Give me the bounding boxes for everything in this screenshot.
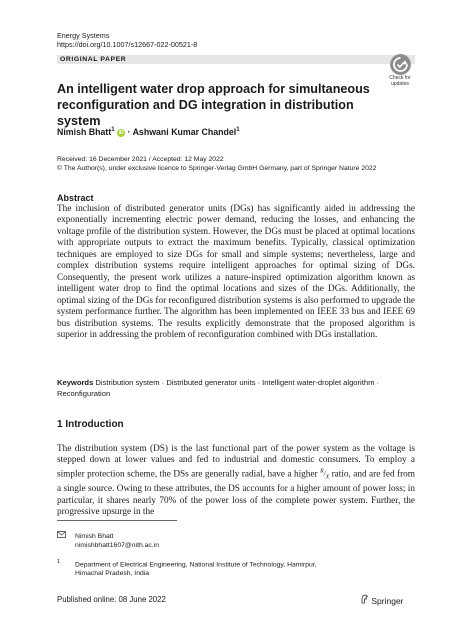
- check-for-updates-line2: updates: [391, 81, 409, 87]
- introduction-text: [57, 444, 415, 518]
- abstract-heading: Abstract: [57, 193, 94, 203]
- keywords: [57, 377, 415, 399]
- check-for-updates-badge[interactable]: [383, 54, 417, 87]
- author-name[interactable]: Nimish Bhatt: [57, 126, 112, 137]
- publisher-logo[interactable]: [360, 594, 404, 606]
- ratio-fraction: $^R/_X$: [320, 468, 330, 481]
- abstract-text: The inclusion of distributed generator units (DGs) has significantly aided in addressing the exponentially incrementing electric power demand, reducing the losses, and enhancing the voltage profile of the distribution system. However, the DGs must be placed at optimal locations with appropriate outputs to extract the maximum benefits. Typically, classical optimization techniques are employed to size DGs for small and simple systems; nevertheless, large and complex distribution systems require intelligent approaches for optimal sizing of DGs. Consequently, the present work utilizes a nature-inspired optimization algorithm known as intelligent water drop to find the optimal locations and sizes of the DGs. Additionally, the optimal sizing of the DGs for reconfigured distribution systems is also performed to upgrade the system performance further. The algorithm has been implemented on IEEE 33 bus and IEEE 69 bus distribution systems. The results explicitly demonstrate that the proposed algorithm is superior in addressing the problem of reconfiguration combined with DGs installation.: [57, 204, 415, 340]
- published-online: Published online: 08 June 2022: [57, 595, 166, 604]
- affiliation-footnote: [57, 558, 317, 578]
- affiliation-number: [57, 558, 75, 569]
- author-line: [57, 125, 240, 138]
- corresponding-author: Nimish Bhatt: [75, 533, 114, 540]
- affiliation-marker: 1: [236, 127, 240, 133]
- copyright-notice: © The Author(s), under exclusive licence to Springer-Verlag GmbH Germany, part of Springer Nature 2022: [57, 165, 377, 172]
- received-accepted: Received: 16 December 2021 / Accepted: 12 May 2022: [57, 156, 224, 163]
- envelope-icon: [57, 531, 75, 541]
- affiliation-line1: Department of Electrical Engineering, National Institute of Technology, Hamirpur,: [75, 561, 317, 569]
- doi-link[interactable]: https://doi.org/10.1007/s12667-022-00521-8: [57, 40, 198, 49]
- author-name[interactable]: Ashwani Kumar Chandel: [132, 126, 237, 137]
- ratio-denominator: X: [325, 474, 330, 481]
- affiliation-line2: Himachal Pradesh, India: [75, 570, 150, 578]
- affiliation-marker: 1: [111, 127, 115, 133]
- article-title: An intelligent water drop approach for simultaneous reconfiguration and DG integration in distribution system: [57, 82, 370, 128]
- orcid-icon[interactable]: iD: [118, 129, 124, 136]
- footnote-rule: [57, 520, 177, 521]
- journal-name: Energy Systems: [57, 31, 110, 40]
- article-dates: [57, 155, 376, 173]
- correspondence-footnote: [57, 531, 159, 550]
- author-separator: ·: [127, 126, 131, 137]
- ratio-numerator: R: [320, 468, 324, 475]
- check-for-updates-icon: [390, 54, 411, 75]
- check-for-updates-line1: Check for: [389, 75, 411, 81]
- publisher-name: Springer: [371, 596, 404, 606]
- section-heading: 1 Introduction: [57, 419, 124, 430]
- article-type-label: ORIGINAL PAPER: [60, 56, 127, 63]
- intro-text-part2: ratio, and are fed from a single source. Owing to these attributes, the DS accounts for a higher amount of power loss; in particular, it shares nearly 70% of the power loss of the complete power system. Further, the progressive upsurge in the: [57, 469, 416, 517]
- corresponding-email[interactable]: nimishbhatt1607@nith.ac.in: [75, 542, 159, 549]
- keywords-label: Keywords: [57, 378, 94, 387]
- affiliation-sup: 1: [57, 559, 61, 565]
- keywords-text: Distribution system · Distributed generator units · Intelligent water-droplet algorithm · Reconfiguration: [57, 378, 380, 398]
- journal-header: [57, 31, 197, 49]
- intro-text-part1: The distribution system (DS) is the last functional part of the power system as the voltage is stepped down at lower values and fed to industrial and domestic consumers. To employ a simpler protection scheme, the DSs are generally radial, have a higher: [57, 444, 415, 480]
- springer-horse-icon: [360, 596, 371, 606]
